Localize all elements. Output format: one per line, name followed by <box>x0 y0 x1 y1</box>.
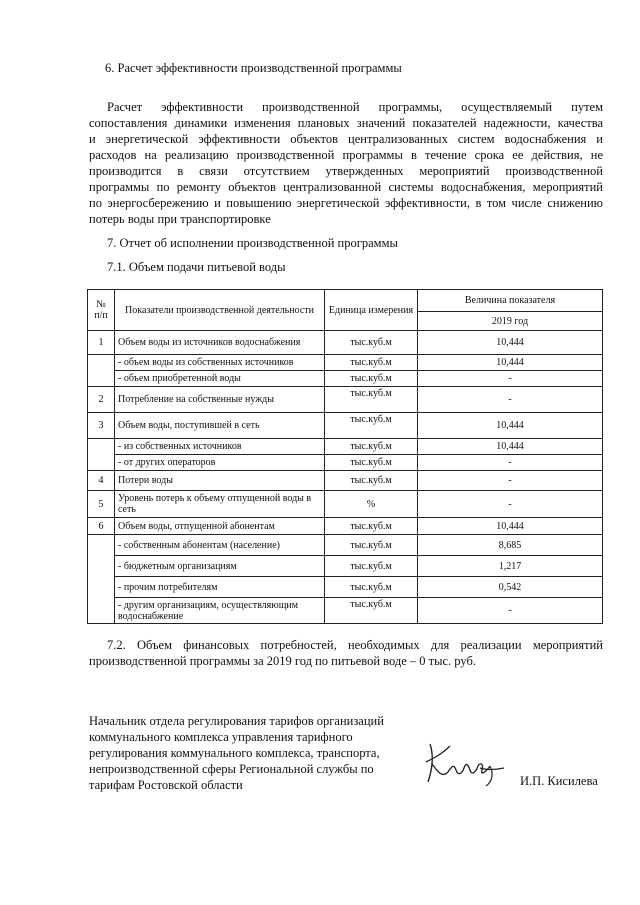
row-unit: тыс.куб.м <box>325 455 418 471</box>
row-name: Объем воды, поступившей в сеть <box>115 413 325 439</box>
row-num: 3 <box>88 413 115 439</box>
row-unit: тыс.куб.м <box>325 471 418 491</box>
paragraph-line: сопоставления динамики изменения плановых значений показателей надежности, качества <box>89 116 603 130</box>
row-num: 1 <box>88 331 115 355</box>
row-value: 10,444 <box>418 518 603 535</box>
row-unit: тыс.куб.м <box>325 413 418 439</box>
row-value: 10,444 <box>418 413 603 439</box>
row-num: 6 <box>88 518 115 535</box>
signer-position-line: Начальник отдела регулирования тарифов организаций <box>89 714 384 728</box>
row-value: 10,444 <box>418 355 603 371</box>
paragraph-line: производится в связи отсутствием утвержденных мероприятий производственной <box>89 164 603 178</box>
row-unit: тыс.куб.м <box>325 598 418 624</box>
section-7-2-paragraph <box>89 637 603 669</box>
row-name: - объем приобретенной воды <box>115 371 325 387</box>
row-unit: тыс.куб.м <box>325 371 418 387</box>
row-unit: тыс.куб.м <box>325 577 418 598</box>
row-unit: тыс.куб.м <box>325 518 418 535</box>
row-name: Объем воды, отпущенной абонентам <box>115 518 325 535</box>
row-value: - <box>418 491 603 518</box>
row-value: 8,685 <box>418 535 603 556</box>
header-year: 2019 год <box>418 312 603 331</box>
signer-position-line: непроизводственной сферы Региональной службы по <box>89 762 374 776</box>
row-unit: тыс.куб.м <box>325 439 418 455</box>
row-value: - <box>418 471 603 491</box>
section-6-title: 6. Расчет эффективности производственной программы <box>105 61 402 75</box>
row-num: 2 <box>88 387 115 413</box>
row-name: - бюджетным организациям <box>115 556 325 577</box>
signer-name: И.П. Кисилева <box>520 774 598 788</box>
signer-position-line: регулирования коммунального комплекса, транспорта, <box>89 746 380 760</box>
paragraph-line: 7.2. Объем финансовых потребностей, необходимых для реализации мероприятий <box>107 638 603 652</box>
row-value: 1,217 <box>418 556 603 577</box>
row-unit: тыс.куб.м <box>325 331 418 355</box>
row-name: - другим организациям, осуществляющим водоснабжение <box>115 598 325 624</box>
row-unit: тыс.куб.м <box>325 355 418 371</box>
row-num: 4 <box>88 471 115 491</box>
handwritten-signature <box>420 736 510 788</box>
row-name: Уровень потерь к объему отпущенной воды в сеть <box>115 491 325 518</box>
row-unit: тыс.куб.м <box>325 556 418 577</box>
row-num <box>88 355 115 387</box>
row-name: Объем воды из источников водоснабжения <box>115 331 325 355</box>
paragraph-line: производственной программы за 2019 год по питьевой воде – 0 тыс. руб. <box>89 654 476 668</box>
row-name: - собственным абонентам (население) <box>115 535 325 556</box>
header-indicator: Показатели производственной деятельности <box>115 290 325 331</box>
row-value: - <box>418 387 603 413</box>
row-name: - прочим потребителям <box>115 577 325 598</box>
row-name: - из собственных источников <box>115 439 325 455</box>
paragraph-line: по энергосбережению и повышению энергетической эффективности, в том числе снижению <box>89 196 603 210</box>
header-unit: Единица измерения <box>325 290 418 331</box>
header-num: № п/п <box>88 290 115 331</box>
signer-position <box>89 713 384 793</box>
row-num <box>88 439 115 471</box>
section-7-1-title: 7.1. Объем подачи питьевой воды <box>107 260 286 274</box>
paragraph-line: и энергетической эффективности объектов централизованных систем водоснабжения и <box>89 132 603 146</box>
row-value: - <box>418 598 603 624</box>
row-name: - объем воды из собственных источников <box>115 355 325 371</box>
row-name: Потребление на собственные нужды <box>115 387 325 413</box>
section-7-title: 7. Отчет об исполнении производственной программы <box>107 236 398 250</box>
section-6-paragraph <box>89 99 603 227</box>
water-supply-table <box>87 289 603 624</box>
paragraph-line: Расчет эффективности производственной программы, осуществляемый путем <box>107 100 603 114</box>
row-unit: тыс.куб.м <box>325 387 418 413</box>
row-name: Потери воды <box>115 471 325 491</box>
header-value: Величина показателя <box>418 290 603 312</box>
paragraph-line: программы по ремонту объектов централизованной системы водоснабжения, мероприятий <box>89 180 603 194</box>
paragraph-line: расходов на реализацию производственной программы в течение срока ее действия, не <box>89 148 603 162</box>
row-name: - от других операторов <box>115 455 325 471</box>
paragraph-line: потерь воды при транспортировке <box>89 212 271 226</box>
signer-position-line: коммунального комплекса управления тарифного <box>89 730 353 744</box>
row-value: 10,444 <box>418 439 603 455</box>
row-value: 0,542 <box>418 577 603 598</box>
row-unit: % <box>325 491 418 518</box>
row-value: - <box>418 371 603 387</box>
row-num <box>88 535 115 624</box>
row-num: 5 <box>88 491 115 518</box>
row-unit: тыс.куб.м <box>325 535 418 556</box>
signer-position-line: тарифам Ростовской области <box>89 778 243 792</box>
row-value: - <box>418 455 603 471</box>
row-value: 10,444 <box>418 331 603 355</box>
